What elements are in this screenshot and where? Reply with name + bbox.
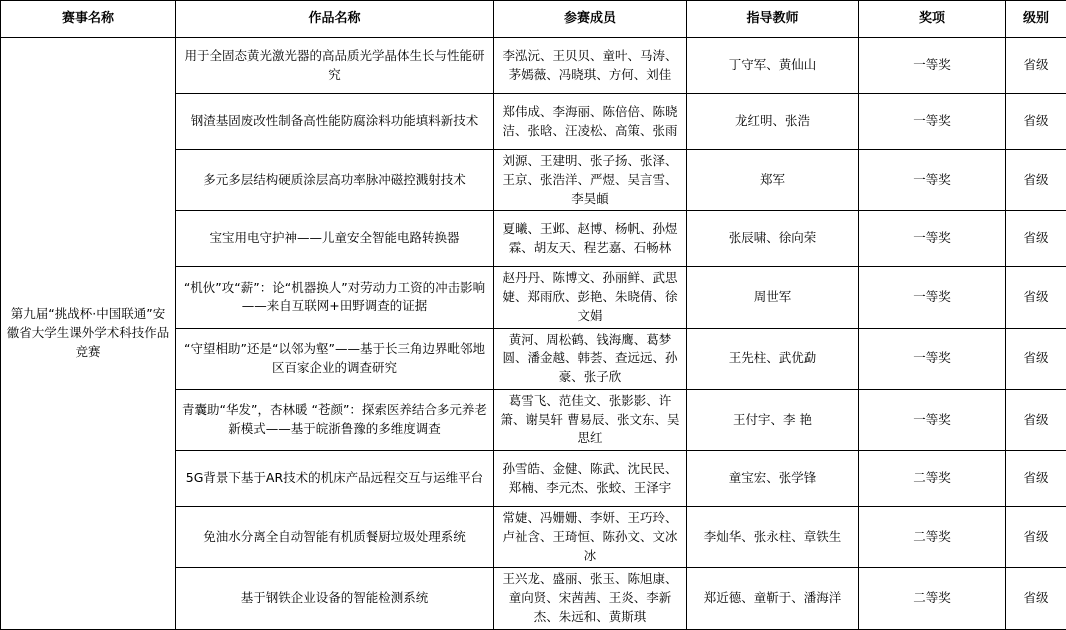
members-cell: 李泓沅、王贝贝、童叶、马涛、茅嫣薇、冯晓琪、方何、刘佳 [494, 38, 687, 94]
award-cell: 二等奖 [859, 451, 1006, 507]
work-name-cell: 用于全固态黄光激光器的高品质光学晶体生长与性能研究 [176, 38, 494, 94]
award-cell: 一等奖 [859, 94, 1006, 150]
members-cell: 常婕、冯姗姗、李妍、王巧玲、卢祉含、王琦恒、陈孙文、文冰冰 [494, 507, 687, 568]
award-cell: 一等奖 [859, 150, 1006, 211]
teachers-cell: 童宝宏、张学锋 [687, 451, 859, 507]
teachers-cell: 龙红明、张浩 [687, 94, 859, 150]
header-competition-name: 赛事名称 [1, 1, 176, 38]
level-cell: 省级 [1006, 328, 1066, 389]
work-name-cell: 多元多层结构硬质涂层高功率脉冲磁控溅射技术 [176, 150, 494, 211]
award-cell: 一等奖 [859, 389, 1006, 450]
award-cell: 二等奖 [859, 568, 1006, 629]
work-name-cell: 5G背景下基于AR技术的机床产品远程交互与运维平台 [176, 451, 494, 507]
teachers-cell: 郑近德、童靳于、潘海洋 [687, 568, 859, 629]
table-row [1, 38, 1066, 94]
teachers-cell: 王先柱、武优勐 [687, 328, 859, 389]
header-teachers: 指导教师 [687, 1, 859, 38]
teachers-cell: 李灿华、张永柱、章铁生 [687, 507, 859, 568]
award-cell: 一等奖 [859, 267, 1006, 328]
members-cell: 黄河、周松鹤、钱海鹰、葛梦圆、潘金越、韩荟、查远远、孙豪、张子欣 [494, 328, 687, 389]
level-cell: 省级 [1006, 451, 1066, 507]
members-cell: 孙雪皓、金健、陈武、沈民民、郑楠、李元杰、张蛟、王泽宇 [494, 451, 687, 507]
work-name-cell: 免油水分离全自动智能有机质餐厨垃圾处理系统 [176, 507, 494, 568]
level-cell: 省级 [1006, 94, 1066, 150]
members-cell: 刘源、王建明、张子扬、张泽、王京、张浩洋、严煜、吴言雪、李昊頔 [494, 150, 687, 211]
award-cell: 二等奖 [859, 507, 1006, 568]
work-name-cell: 青囊助“华发”，杏林暖 “苍颜”：探索医养结合多元养老新模式——基于皖浙鲁豫的多维度调查 [176, 389, 494, 450]
level-cell: 省级 [1006, 267, 1066, 328]
members-cell: 郑伟成、李海丽、陈倍倍、陈晓洁、张晗、汪凌松、高策、张雨 [494, 94, 687, 150]
award-cell: 一等奖 [859, 38, 1006, 94]
members-cell: 赵丹丹、陈博文、孙丽鲜、武思婕、郑雨欣、彭艳、朱晓倩、徐文娟 [494, 267, 687, 328]
header-work-name: 作品名称 [176, 1, 494, 38]
level-cell: 省级 [1006, 38, 1066, 94]
work-name-cell: 宝宝用电守护神——儿童安全智能电路转换器 [176, 211, 494, 267]
members-cell: 王兴龙、盛丽、张玉、陈旭康、童向贤、宋茜茜、王炎、李新杰、朱远和、黄斯琪 [494, 568, 687, 629]
header-award: 奖项 [859, 1, 1006, 38]
work-name-cell: 钢渣基固废改性制备高性能防腐涂料功能填料新技术 [176, 94, 494, 150]
teachers-cell: 丁守军、黄仙山 [687, 38, 859, 94]
competition-name-cell: 第九届“挑战杯·中国联通”安徽省大学生课外学术科技作品竞赛 [1, 38, 176, 630]
award-cell: 一等奖 [859, 328, 1006, 389]
teachers-cell: 郑军 [687, 150, 859, 211]
members-cell: 夏曦、王邺、赵博、杨帆、孙煜霖、胡友天、程艺嘉、石畅林 [494, 211, 687, 267]
work-name-cell: 基于钢铁企业设备的智能检测系统 [176, 568, 494, 629]
teachers-cell: 周世军 [687, 267, 859, 328]
award-cell: 一等奖 [859, 211, 1006, 267]
header-level: 级别 [1006, 1, 1066, 38]
level-cell: 省级 [1006, 389, 1066, 450]
teachers-cell: 张辰啸、徐向荣 [687, 211, 859, 267]
work-name-cell: “机伙”攻“薪”：论“机器换人”对劳动力工资的冲击影响——来自互联网+田野调查的证据 [176, 267, 494, 328]
header-members: 参赛成员 [494, 1, 687, 38]
header-row [1, 1, 1066, 38]
members-cell: 葛雪飞、范佳文、张影影、许 箫、谢昊轩 曹易辰、张文东、吴思红 [494, 389, 687, 450]
level-cell: 省级 [1006, 507, 1066, 568]
teachers-cell: 王付宇、李 艳 [687, 389, 859, 450]
work-name-cell: “守望相助”还是“以邻为壑”——基于长三角边界毗邻地区百家企业的调查研究 [176, 328, 494, 389]
level-cell: 省级 [1006, 150, 1066, 211]
level-cell: 省级 [1006, 211, 1066, 267]
level-cell: 省级 [1006, 568, 1066, 629]
